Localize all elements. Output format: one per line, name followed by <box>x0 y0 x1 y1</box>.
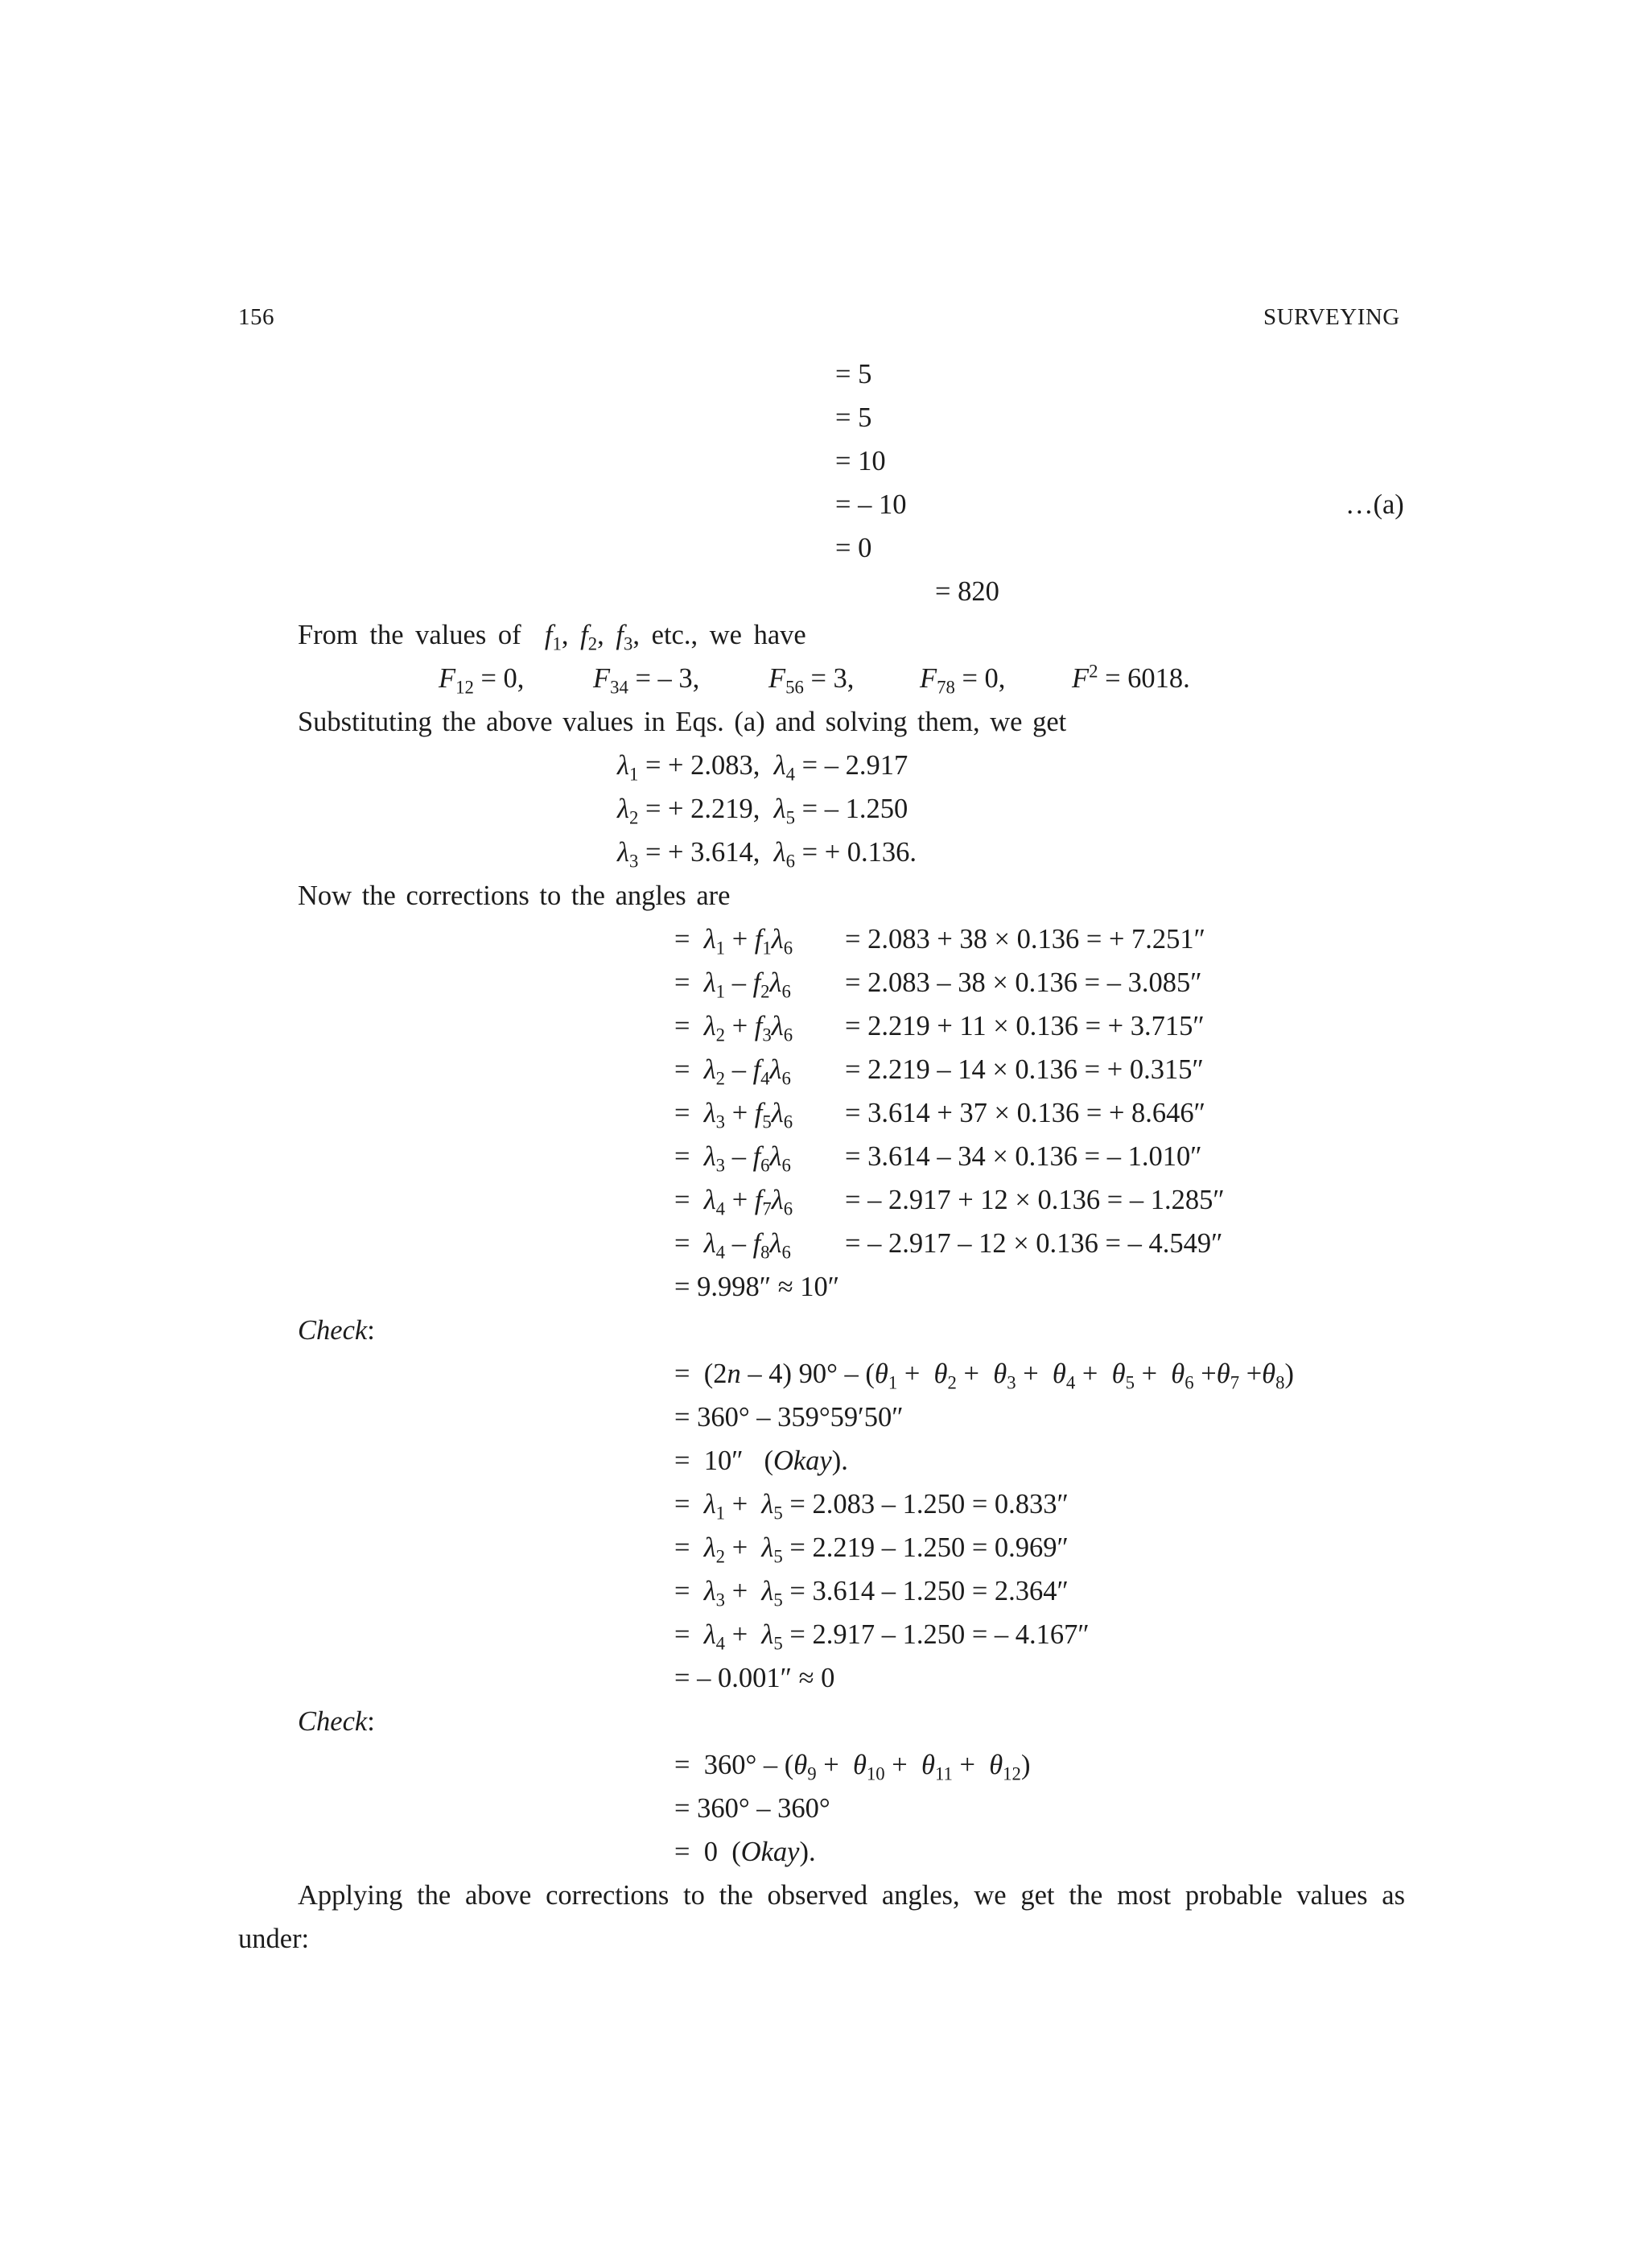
check-rhs: = 360° – 359°59′50″ <box>674 1402 904 1433</box>
correction-value: = 2.219 + 11 × 0.136 = + 3.715″ <box>845 1011 1205 1041</box>
correction-formula: = $\lambda_3 - f_6\lambda_6$ <box>674 1141 791 1176</box>
correction-value: = – 2.917 – 12 × 0.136 = – 4.549″ <box>845 1228 1223 1259</box>
check-label: Check: <box>298 1315 375 1346</box>
lambda-row: $\lambda_1$ = + 2.083, $\lambda_4$ = – 2.917 <box>617 750 908 785</box>
equation-rhs: = 5 <box>835 359 872 390</box>
f-value: $F_{78} = 0$, <box>920 663 1006 698</box>
correction-value: = 3.614 + 37 × 0.136 = + 8.646″ <box>845 1098 1206 1128</box>
check-total-value: = – 0.001″ ≈ 0 <box>674 1663 835 1693</box>
equation-rhs: = 10 <box>835 446 886 476</box>
correction-value: = – 2.917 + 12 × 0.136 = – 1.285″ <box>845 1185 1225 1215</box>
check-label: Check: <box>298 1706 375 1737</box>
correction-formula: = $\lambda_2 + f_3\lambda_6$ <box>674 1011 793 1045</box>
check-rhs: = 360° – 360° <box>674 1793 830 1824</box>
equation-tag: …(a) <box>1345 489 1404 520</box>
correction-total-value: = 9.998″ ≈ 10″ <box>674 1272 840 1302</box>
values-intro-text: From the values of $f_1$, $f_2$, $f_3$, etc., we have <box>298 620 806 654</box>
equation-rhs: = 0 <box>835 533 872 563</box>
check-rhs: = (2n – 4) $90^\circ - (\theta_1 + \theta_2 + \theta_3 + \theta_4 + \theta_5 + \theta_6 +\theta_7 +\theta_8)$ <box>674 1359 1295 1393</box>
correction-formula: = $\lambda_4 - f_8\lambda_6$ <box>674 1228 791 1263</box>
f-value: $F^2 = 6018$. <box>1072 661 1190 694</box>
check-rhs: = $\lambda_1 + \lambda_5 = 2.083 - 1.250 = 0.833''$ <box>674 1489 1069 1524</box>
correction-formula: = $\lambda_1 + f_1\lambda_6$ <box>674 924 793 959</box>
equation-rhs: = 820 <box>935 576 999 607</box>
lambda-row: $\lambda_2$ = + 2.219, $\lambda_5$ = – 1.250 <box>617 794 908 828</box>
correction-formula: = $\lambda_1 - f_2\lambda_6$ <box>674 967 791 1002</box>
applying-paragraph: Applying the above corrections to the observed angles, we get the most probable values as <box>298 1880 1405 1911</box>
lambda-row: $\lambda_3$ = + 3.614, $\lambda_6$ = + 0.136. <box>617 837 917 872</box>
correction-value: = 3.614 – 34 × 0.136 = – 1.010″ <box>845 1141 1202 1172</box>
check-rhs: = $\lambda_3 + \lambda_5 = 3.614 - 1.250 = 2.364''$ <box>674 1576 1069 1610</box>
f-value: $F_{56} = 3$, <box>768 663 855 698</box>
check-rhs: = $\lambda_4 + \lambda_5 = 2.917 - 1.250$ = – 4.167″ <box>674 1619 1090 1654</box>
equation-rhs: = 5 <box>835 402 872 433</box>
correction-formula: = $\lambda_3 + f_5\lambda_6$ <box>674 1098 793 1132</box>
equation-rhs: = – 10 <box>835 489 907 520</box>
running-title: SURVEYING <box>1263 304 1400 330</box>
page-number: 156 <box>238 304 274 330</box>
correction-formula: = $\lambda_4 + f_7\lambda_6$ <box>674 1185 793 1219</box>
check-rhs: = 10″ (Okay). <box>674 1445 848 1476</box>
correction-value: = 2.219 – 14 × 0.136 = + 0.315″ <box>845 1054 1204 1085</box>
substituting-text: Substituting the above values in Eqs. (a) and solving them, we get <box>298 707 1067 737</box>
corrections-intro-text: Now the corrections to the angles are <box>298 880 731 911</box>
f-value: $F_{34}$ = – 3, <box>593 663 700 698</box>
correction-formula: = $\lambda_2 - f_4\lambda_6$ <box>674 1054 791 1089</box>
check-rhs: = $360^\circ - (\theta_9 + \theta_{10} + \theta_{11} + \theta_{12})$ <box>674 1750 1031 1784</box>
correction-value: = 2.083 – 38 × 0.136 = – 3.085″ <box>845 967 1202 998</box>
applying-paragraph-continued: under: <box>238 1924 310 1954</box>
check-rhs: = $\lambda_2 + \lambda_5 = 2.219 - 1.250 = 0.969''$ <box>674 1532 1069 1567</box>
correction-value: = 2.083 + 38 × 0.136 = + 7.251″ <box>845 924 1206 955</box>
f-value: $F_{12} = 0$, <box>439 663 525 698</box>
check-rhs: = 0 (Okay). <box>674 1837 816 1867</box>
